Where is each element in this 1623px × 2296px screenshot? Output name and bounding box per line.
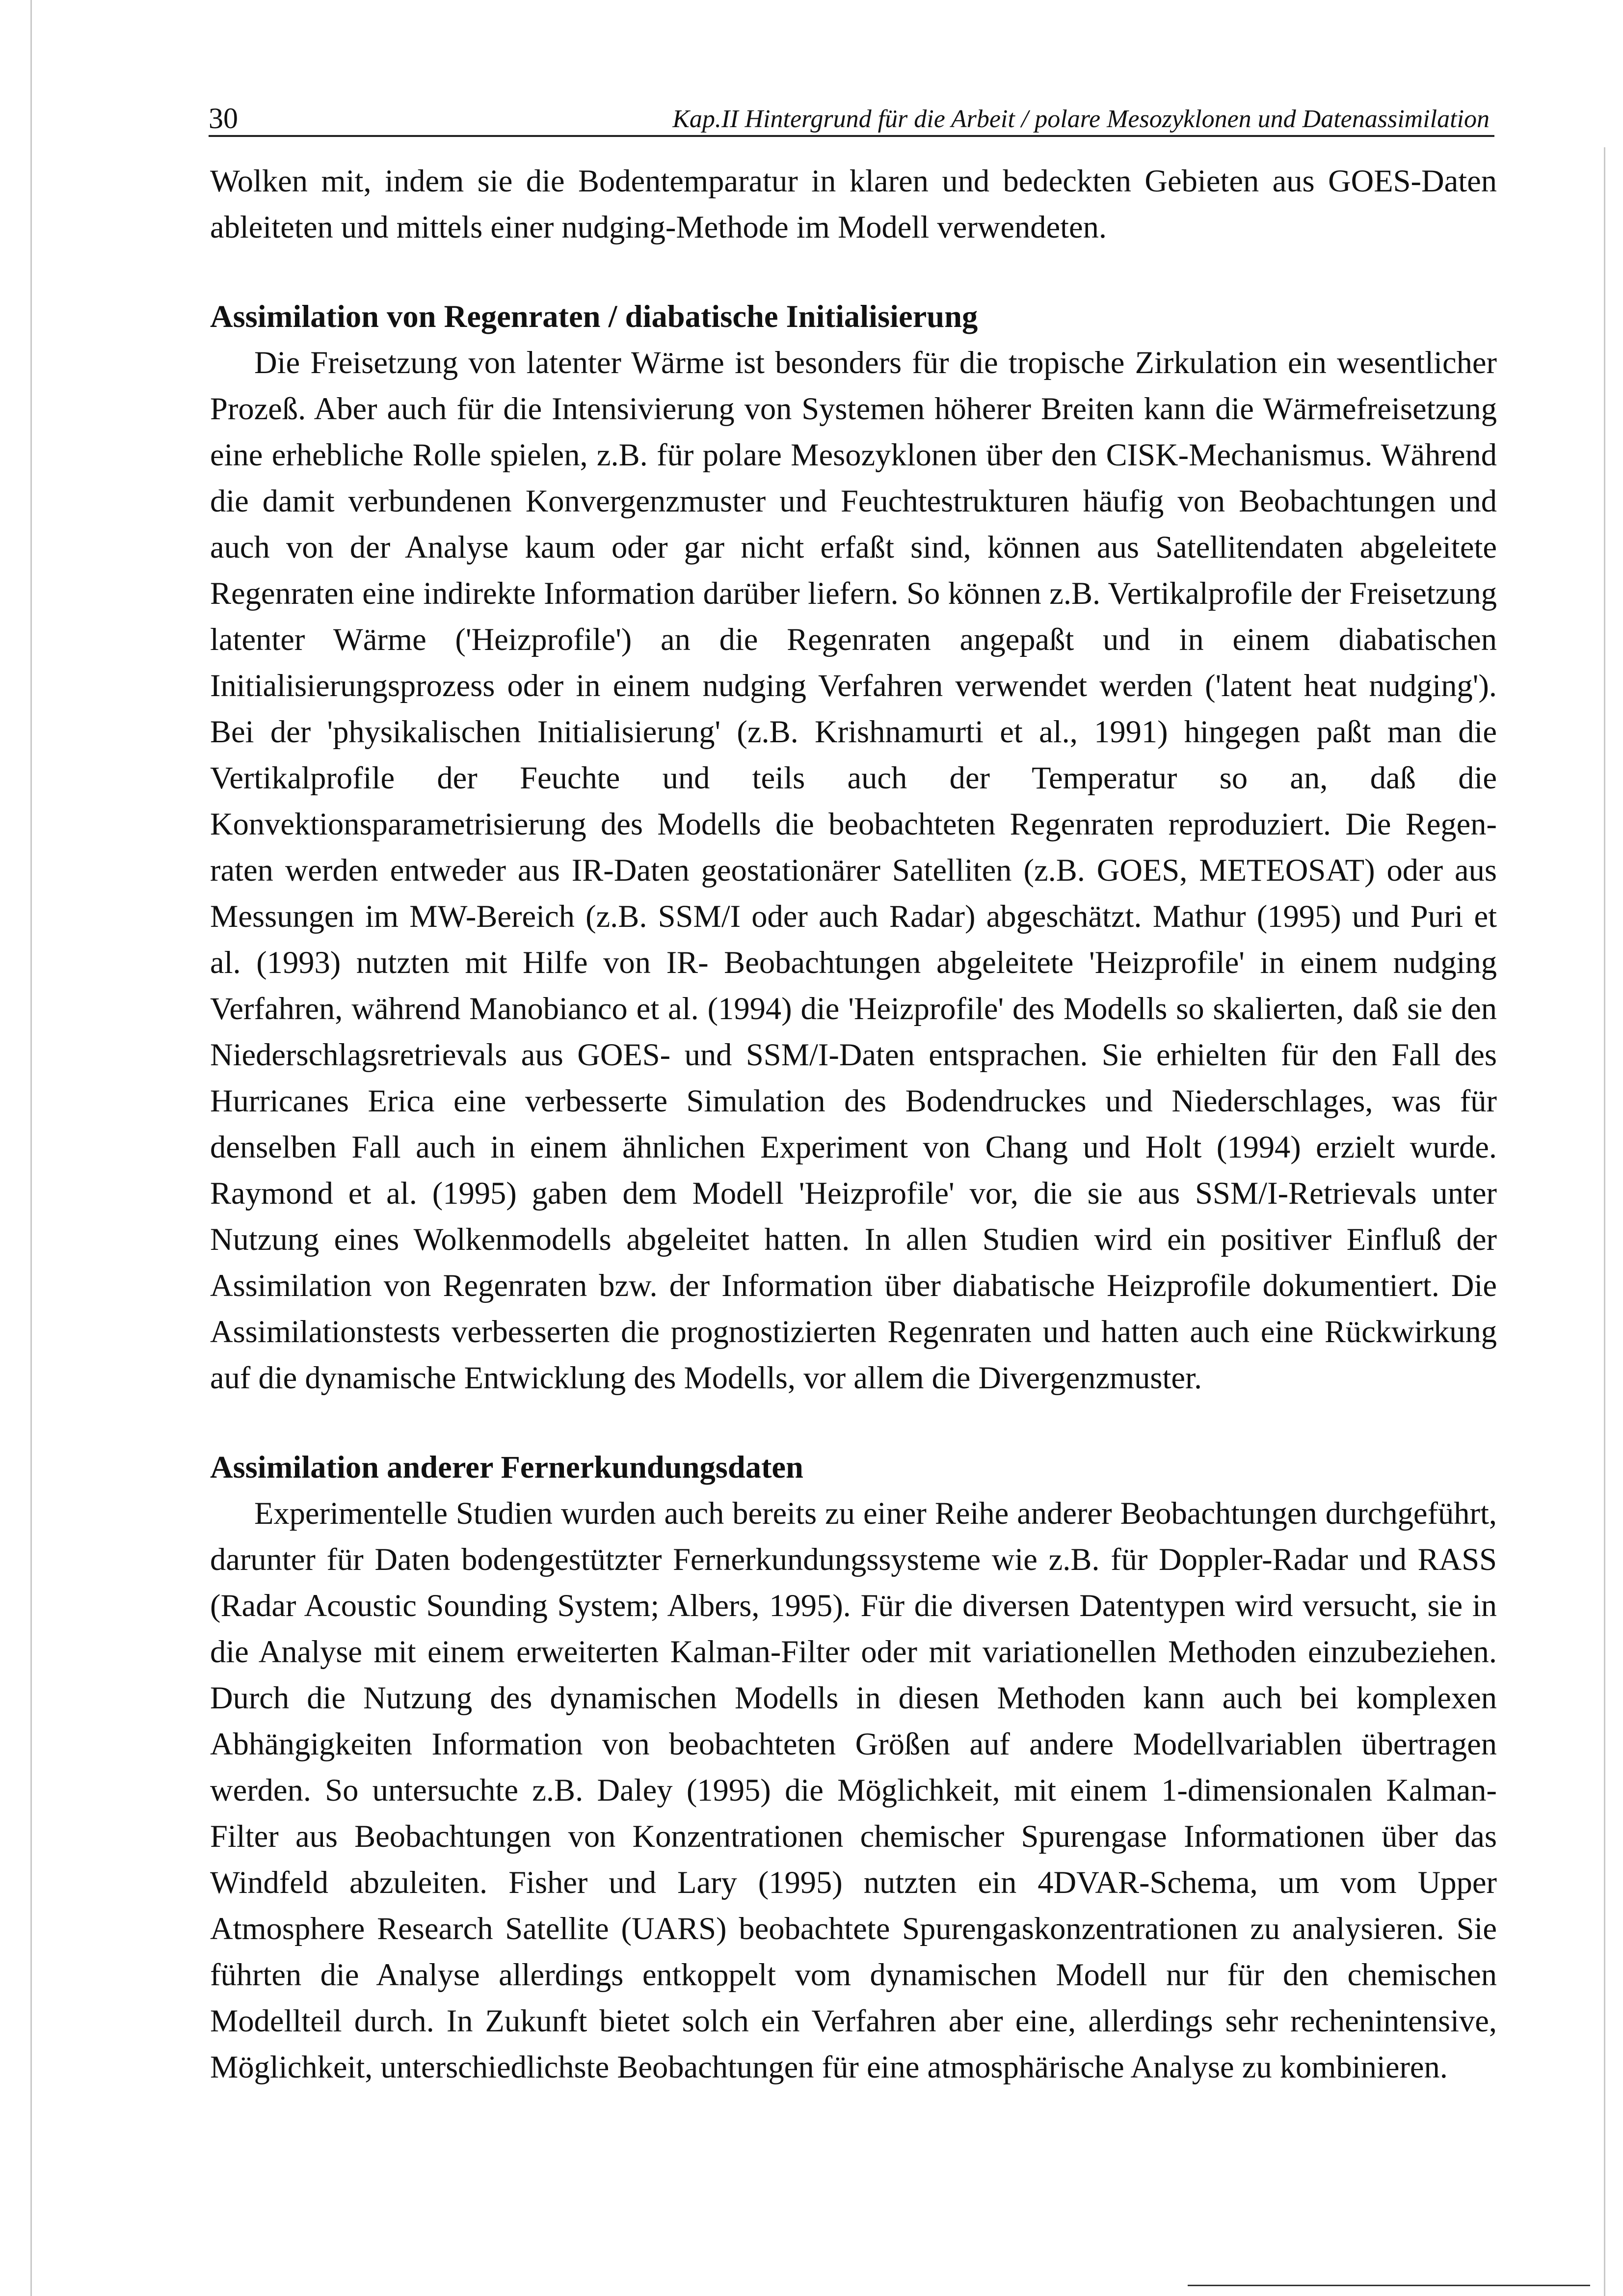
section-spacer xyxy=(210,250,1497,294)
paragraph-remote-sensing: Experimentelle Studien wurden auch bereits zu einer Reihe anderer Beobachtungen durchgeführt, darunter für Daten bodengestützter Fernerkundungssysteme wie z.B. für Doppler-Radar und RASS (Radar Acoustic Sounding System; Albers, 1995). Für die diversen Datentypen wird versucht, sie in die Analyse mit einem erweiterten Kalman-Filter oder mit variationellen Methoden einzubeziehen. Durch die Nutzung des dynamischen Modells in diesen Methoden kann auch bei komplexen Abhängigkeiten Information von beobachteten Größen auf andere Modellvariablen übertragen werden. So untersuchte z.B. Daley (1995) die Möglichkeit, mit einem 1-dimensionalen Kalman-Filter aus Beobachtungen von Konzentrationen chemischer Spurengase Informationen über das Windfeld abzuleiten. Fisher und Lary (1995) nutzten ein 4DVAR-Schema, um vom Upper Atmosphere Research Satellite (UARS) beobachtete Spurengaskonzentrationen zu analysieren. Sie führten die Analyse allerdings entkoppelt vom dynamischen Modell nur für den chemischen Modellteil durch. In Zukunft bietet solch ein Verfahren aber eine, allerdings sehr rechenintensive, Möglichkeit, unterschiedlichste Beobachtungen für eine atmosphärische Analyse zu kombinieren. xyxy=(210,1496,1497,2084)
page-header xyxy=(209,96,1494,137)
section-spacer xyxy=(210,1401,1497,1444)
running-title: Kap.II Hintergrund für die Arbeit / polare Mesozyklonen und Datenassimilation xyxy=(672,105,1490,133)
footer-rule xyxy=(1188,2285,1590,2286)
body-text xyxy=(210,158,1497,2090)
page-number: 30 xyxy=(209,102,238,135)
paragraph-rain-rates: Die Freisetzung von latenter Wärme ist besonders für die tropische Zirkulation ein wesentlicher Prozeß. Aber auch für die Intensivierung von Systemen höherer Breiten kann die Wärmefreisetzung eine erhebliche Rolle spielen, z.B. für polare Mesozyklonen über den CISK-Mechanismus. Während die damit verbundenen Konvergenzmuster und Feuchtestrukturen häufig von Beobachtungen und auch von der Analyse kaum oder gar nicht erfaßt sind, können aus Satellitendaten abgeleitete Regenraten eine indirekte Information darüber liefern. So können z.B. Vertikalprofile der Freisetzung latenter Wärme ('Heizprofile') an die Regenraten angepaßt und in einem diabatischen Initialisierungsprozess oder in einem nudging Verfahren verwendet werden ('latent heat nudging'). Bei der 'physikalischen Initialisierung' (z.B. Krishnamurti et al., 1991) hingegen paßt man die Vertikalprofile der Feuchte und teils auch der Temperatur so an, daß die Konvektionsparametrisierung des Modells die beobachteten Regenraten reproduziert. Die Regenraten werden entweder aus IR-Daten geostationärer Satelliten (z.B. GOES, METEOSAT) oder aus Messungen im MW-Bereich (z.B. SSM/I oder auch Radar) abgeschätzt. Mathur (1995) und Puri et al. (1993) nutzten mit Hilfe von IR- Beobachtungen abgeleitete 'Heizprofile' in einem nudging Verfahren, während Manobianco et al. (1994) die 'Heizprofile' des Modells so skalierten, daß sie den Niederschlagsretrievals aus GOES- und SSM/I-Daten entsprachen. Sie erhielten für den Fall des Hurricanes Erica eine verbesserte Simulation des Bodendruckes und Niederschlages, was für denselben Fall auch in einem ähnlichen Experiment von Chang und Holt (1994) erzielt wurde. Raymond et al. (1995) gaben dem Modell 'Heizprofile' vor, die sie aus SSM/I-Retrievals unter Nutzung eines Wolkenmodells abgeleitet hatten. In allen Studien wird ein positiver Einfluß der Assimilation von Regenraten bzw. der Information über diabatische Heizprofile dokumentiert. Die Assimilationstests verbesserten die prognostizierten Regenraten und hatten auch eine Rückwirkung auf die dynamische Entwicklung des Modells, vor allem die Divergenzmuster. xyxy=(210,345,1497,1395)
scan-edge-line-right xyxy=(1604,147,1605,2296)
section-heading-rain-rates: Assimilation von Regenraten / diabatische Initialisierung xyxy=(210,299,978,334)
section-heading-remote-sensing: Assimilation anderer Fernerkundungsdaten xyxy=(210,1450,803,1485)
scan-edge-line-left xyxy=(30,0,32,2296)
intro-paragraph: Wolken mit, indem sie die Bodentemparatur in klaren und bedeckten Gebieten aus GOES-Daten ableiteten und mittels einer nudging-Methode im Modell verwendeten. xyxy=(210,163,1497,244)
